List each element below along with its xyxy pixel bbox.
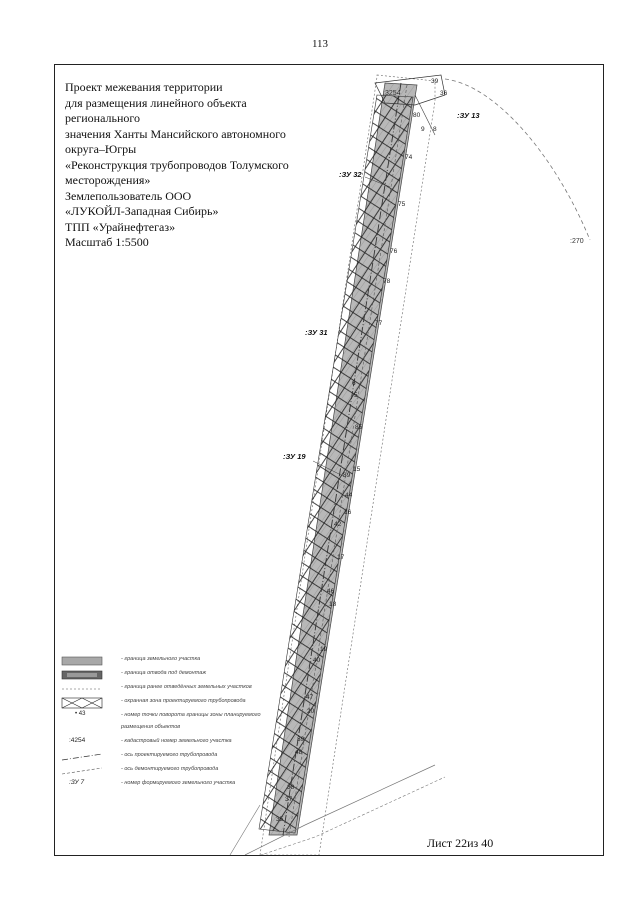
point-label: 42 [334, 521, 342, 528]
legend-item: - ось проектируемого трубопровода [61, 751, 321, 763]
title-line: значения Ханты Мансийского автономного [65, 126, 286, 141]
point-label: 40 [313, 657, 321, 664]
map-frame [54, 64, 604, 856]
legend-item: - граница земельного участка [61, 655, 321, 667]
point-label: 8 [433, 126, 437, 133]
cadastral-label-top: :3254 [383, 90, 401, 97]
scale-label: Масштаб 1:5500 [65, 235, 149, 249]
title-line: «Реконструкция трубопроводов Толумского [65, 157, 289, 172]
title-line: регионального [65, 111, 141, 125]
legend-item: размещения объектов [121, 724, 181, 730]
legend-item: - граница ранее отведённых земельных участков [61, 683, 321, 695]
territory-boundary-curve [445, 79, 590, 240]
parcel-label-zu31: :ЗУ 31 [305, 328, 328, 337]
point-label: 77 [375, 320, 383, 327]
point-label: 6 [352, 380, 356, 387]
legend-item: :ЗУ 7 - номер формируемого земельного участка [61, 779, 321, 791]
point-label: 78 [383, 278, 391, 285]
point-label: 35 [276, 816, 284, 823]
legend-symbol-zu: :ЗУ 7 [69, 779, 85, 786]
page-number: 113 [311, 38, 329, 50]
title-line: округа–Югры [65, 142, 137, 156]
parcel-label-zu19: :ЗУ 19 [283, 452, 306, 461]
legend-symbol-protection [61, 697, 105, 709]
legend-item: - ось демонтируемого трубопровода [61, 765, 321, 777]
legend-item: :4254 - кадастровый номер земельного участка [61, 737, 321, 749]
point-label: 74 [405, 154, 413, 161]
title-line: для размещения линейного объекта [65, 95, 247, 110]
title-line: «ЛУКОЙЛ-Западная Сибирь» [65, 204, 219, 218]
point-label: 39 [297, 736, 305, 743]
point-label: 18 [329, 601, 337, 608]
legend-item: - охранная зона проектируемого трубопровода [61, 697, 321, 709]
point-label: 38 [287, 784, 295, 791]
legend-symbol-point: • 43 [75, 711, 86, 717]
point-label: 20 [307, 708, 315, 715]
point-label: 39 [431, 78, 439, 85]
legend-symbol-existing [61, 683, 105, 695]
legend-symbol-designed-axis [61, 751, 105, 763]
title-line: Проект межевания территории [65, 80, 223, 94]
legend-symbol-lease [61, 669, 105, 681]
point-label: 89 [343, 472, 351, 479]
title-line: месторождения» [65, 173, 151, 187]
point-label: 48 [295, 749, 303, 756]
point-label: 36 [440, 90, 448, 97]
point-label: 44 [345, 492, 353, 499]
point-label: 37 [285, 796, 293, 803]
legend-symbol-parcel [61, 655, 105, 667]
point-label: 75 [398, 201, 406, 208]
title-line: Землепользователь ООО [65, 188, 192, 203]
left-road [230, 805, 260, 855]
point-label: 85 [355, 424, 363, 431]
parcel-label-zu32: :ЗУ 32 [339, 170, 362, 179]
point-label: 46 [327, 588, 335, 595]
cadastral-label-right: :270 [570, 238, 584, 245]
title-line: ТПП «Урайнефтегаз» [65, 219, 176, 234]
point-label: 15 [353, 466, 361, 473]
point-label: 5 [354, 392, 358, 399]
point-label: 80 [413, 112, 421, 119]
legend-item: • 43 - номер точки поворота границы зоны планируемого [61, 711, 321, 723]
point-label: 16 [344, 509, 352, 516]
legend-item: - граница отвода под демонтаж [61, 669, 321, 681]
legend-symbol-cadastral: :4254 [69, 737, 86, 744]
point-label: 17 [337, 554, 345, 561]
point-label: 47 [306, 694, 314, 701]
point-label: 19 [320, 646, 328, 653]
sheet-number: Лист 22из 40 [427, 836, 494, 850]
parcel-label-zu13: :ЗУ 13 [457, 111, 480, 120]
legend-symbol-dismantled-axis [61, 765, 105, 777]
point-label: 9 [421, 126, 425, 133]
point-label: 76 [390, 248, 398, 255]
